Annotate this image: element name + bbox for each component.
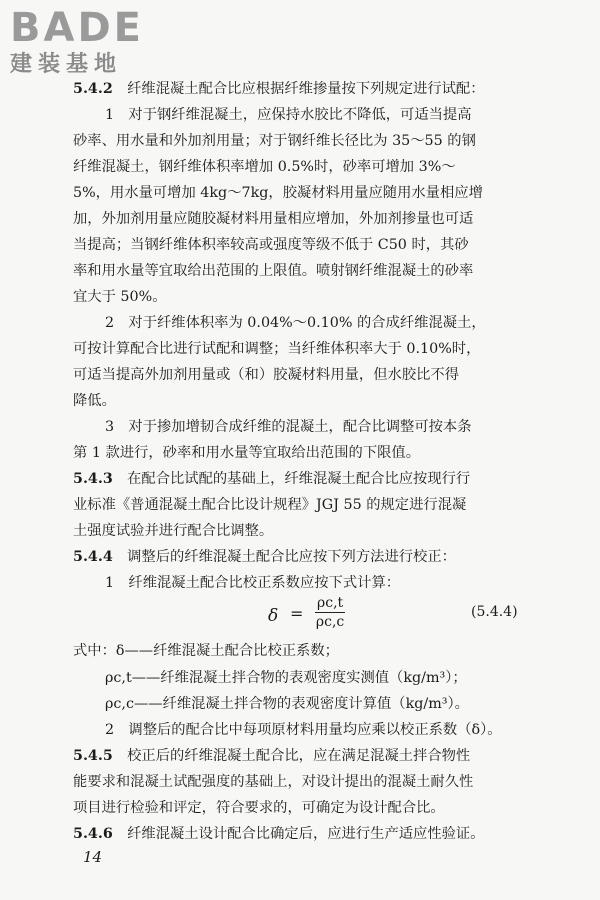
formula-numerator: ρc,t [317,595,344,611]
item-3-toughening-fiber: 3 对于掺加增韧合成纤维的混凝土，配合比调整可按本条 第 1 款进行，砂率和用水量等宜取给出范围的下限值。 [73,419,472,461]
clause-5-4-5: 5.4.5 校正后的纤维混凝土配合比，应在满足混凝土拌合物性 能要求和混凝土试配强度的基础上，对设计提出的混凝土耐久性 项目进行检验和评定，符合要求的，可确定为设计配合比。 [73,748,474,816]
clause-text: 纤维混凝土配合比应根据纤维掺量按下列规定进行试配： [127,81,485,97]
formula-number: (5.4.4) [471,604,518,620]
formula-fraction [315,595,345,630]
logo-brand: BADE [10,5,144,51]
logo-subtitle: 建装基地 [10,52,123,77]
item-2-synthetic-fiber: 2 对于纤维体积率为 0.04%～0.10% 的合成纤维混凝土， 可按计算配合比进行试配和调整；当纤维体积率大于 0.10%时， 可适当提高外加剂用量或（和）胶凝材料用量，但水胶比不得 降低。 [73,315,486,409]
clause-5-4-4: 5.4.4 调整后的纤维混凝土配合比应按下列方法进行校正： [73,549,456,565]
where-delta: 式中：δ——纤维混凝土配合比校正系数； [73,643,339,659]
clause-5-4-2 [73,76,485,102]
logo [10,6,180,86]
item-2-adjust: 2 调整后的配合比中每项原材料用量均应乘以校正系数（δ）。 [105,722,502,738]
item-1-correction: 1 纤维混凝土配合比校正系数应按下式计算： [105,575,401,591]
where-rho-ct: ρc,t——纤维混凝土拌合物的表观密度实测值（kg/m³）； [105,670,467,686]
clause-5-4-3: 5.4.3 在配合比试配的基础上，纤维混凝土配合比应按现行行 业标准《普通混凝土配合比设计规程》JGJ 55 的规定进行混凝 土强度试验并进行配合比调整。 [73,471,471,539]
clause-number: 5.4.5 [73,748,113,764]
where-rho-cc: ρc,c——纤维混凝土拌合物的表观密度计算值（kg/m³）。 [105,696,469,712]
formula-denominator: ρc,c [315,614,345,630]
item-1-steel-fiber: 1 对于钢纤维混凝土，应保持水胶比不降低，可适当提高 砂率、用水量和外加剂用量；对于钢纤维长径比为 35～55 的钢 纤维混凝土，钢纤维体积率增加 0.5%时，砂率可增加 3%～ 5%，用水量可增加 4kg～7kg，胶凝材料用量应随用水量相应增 加，外加剂用量应随胶凝材料用量相应增加，外加剂掺量也可适 当提高；当钢纤维体积率较高或强度等级不低于 C50 时，其砂 率和用水量等宜取给出范围的上限值。喷射钢纤维混凝土的砂率 宜大于 50%。 [73,107,483,305]
formula-equals: = [290,604,304,623]
formula-5-4-4 [73,589,560,641]
page-number: 14 [83,848,103,866]
clause-number: 5.4.4 [73,549,113,565]
clause-number: 5.4.6 [73,826,113,842]
clause-5-4-6: 5.4.6 纤维混凝土设计配合比确定后，应进行生产适应性验证。 [73,826,485,842]
formula-lhs: δ [268,606,279,626]
clause-number: 5.4.3 [73,471,113,487]
clause-number: 5.4.2 [73,81,113,97]
